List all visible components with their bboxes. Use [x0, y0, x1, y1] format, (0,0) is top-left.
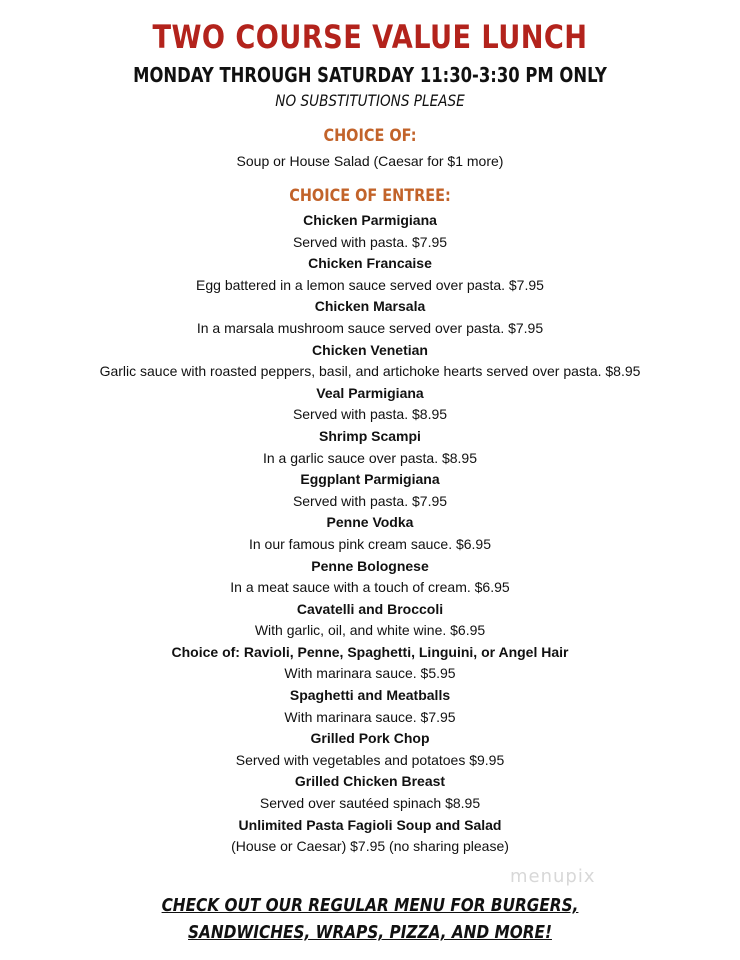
- entree-item: [0, 771, 740, 814]
- entree-name: Grilled Pork Chop: [310, 730, 430, 747]
- entree-name: Penne Bolognese: [311, 557, 429, 574]
- menu-title: TWO COURSE VALUE LUNCH: [152, 18, 588, 56]
- entree-description: Egg battered in a lemon sauce served over pasta. $7.95: [196, 276, 544, 293]
- entree-item: [0, 685, 740, 728]
- entree-name: Chicken Parmigiana: [303, 212, 437, 228]
- entree-name: Choice of: Ravioli, Penne, Spaghetti, Linguini, or Angel Hair: [171, 643, 569, 660]
- entree-item: [0, 728, 740, 771]
- entree-name: Veal Parmigiana: [316, 384, 424, 401]
- menu-hours: MONDAY THROUGH SATURDAY 11:30-3:30 PM ONLY: [133, 63, 607, 87]
- entree-item: [0, 383, 740, 426]
- entree-name: Shrimp Scampi: [319, 427, 421, 444]
- entree-item: [0, 556, 740, 599]
- entree-name: Penne Vodka: [326, 514, 414, 531]
- entree-item: [0, 210, 740, 253]
- entree-description: Served with pasta. $8.95: [292, 406, 448, 423]
- entree-name: Spaghetti and Meatballs: [289, 687, 451, 704]
- entree-name: Chicken Venetian: [312, 341, 428, 358]
- entree-name: Chicken Francaise: [308, 255, 432, 272]
- entree-name: Cavatelli and Broccoli: [296, 600, 444, 617]
- entree-description: In a marsala mushroom sauce served over pasta. $7.95: [196, 319, 544, 336]
- entree-name: Chicken Marsala: [314, 298, 426, 315]
- entree-description: With marinara sauce. $7.95: [284, 708, 456, 725]
- entree-item: [0, 253, 740, 296]
- entree-name: Grilled Chicken Breast: [294, 773, 446, 790]
- entree-description: In a garlic sauce over pasta. $8.95: [262, 449, 478, 466]
- entree-item: [0, 815, 740, 858]
- entree-description: Served with pasta. $7.95: [292, 233, 448, 250]
- entree-description: Garlic sauce with roasted peppers, basil, and artichoke hearts served over pasta. $8.95: [99, 363, 641, 380]
- entree-description: Served over sautéed spinach $8.95: [259, 795, 481, 812]
- first-course-heading: CHOICE OF:: [323, 126, 417, 146]
- entree-item: [0, 599, 740, 642]
- entree-name: Unlimited Pasta Fagioli Soup and Salad: [238, 816, 502, 833]
- entree-name: Eggplant Parmigiana: [300, 471, 440, 488]
- entree-item: [0, 642, 740, 685]
- entree-description: Served with pasta. $7.95: [292, 492, 448, 509]
- entree-item: [0, 296, 740, 339]
- entree-description: With marinara sauce. $5.95: [284, 665, 456, 682]
- entree-item: [0, 469, 740, 512]
- entree-item: [0, 426, 740, 469]
- entree-description: In a meat sauce with a touch of cream. $6.95: [230, 579, 510, 596]
- no-substitutions-note: NO SUBSTITUTIONS PLEASE: [275, 91, 465, 110]
- entree-item: [0, 340, 740, 383]
- entree-heading: CHOICE OF ENTREE:: [289, 186, 451, 206]
- watermark-logo: menupix: [510, 866, 596, 887]
- entree-description: In our famous pink cream sauce. $6.95: [248, 535, 492, 552]
- footer-line-1: CHECK OUT OUR REGULAR MENU FOR BURGERS,: [161, 895, 579, 916]
- entree-item: [0, 512, 740, 555]
- entree-description: Served with vegetables and potatoes $9.95: [235, 751, 505, 768]
- entree-list: [0, 210, 740, 858]
- footer-line-2: SANDWICHES, WRAPS, PIZZA, AND MORE!: [188, 922, 552, 943]
- first-course-options: Soup or House Salad (Caesar for $1 more): [236, 153, 504, 169]
- entree-description: (House or Caesar) $7.95 (no sharing please): [231, 838, 509, 855]
- entree-description: With garlic, oil, and white wine. $6.95: [254, 622, 486, 639]
